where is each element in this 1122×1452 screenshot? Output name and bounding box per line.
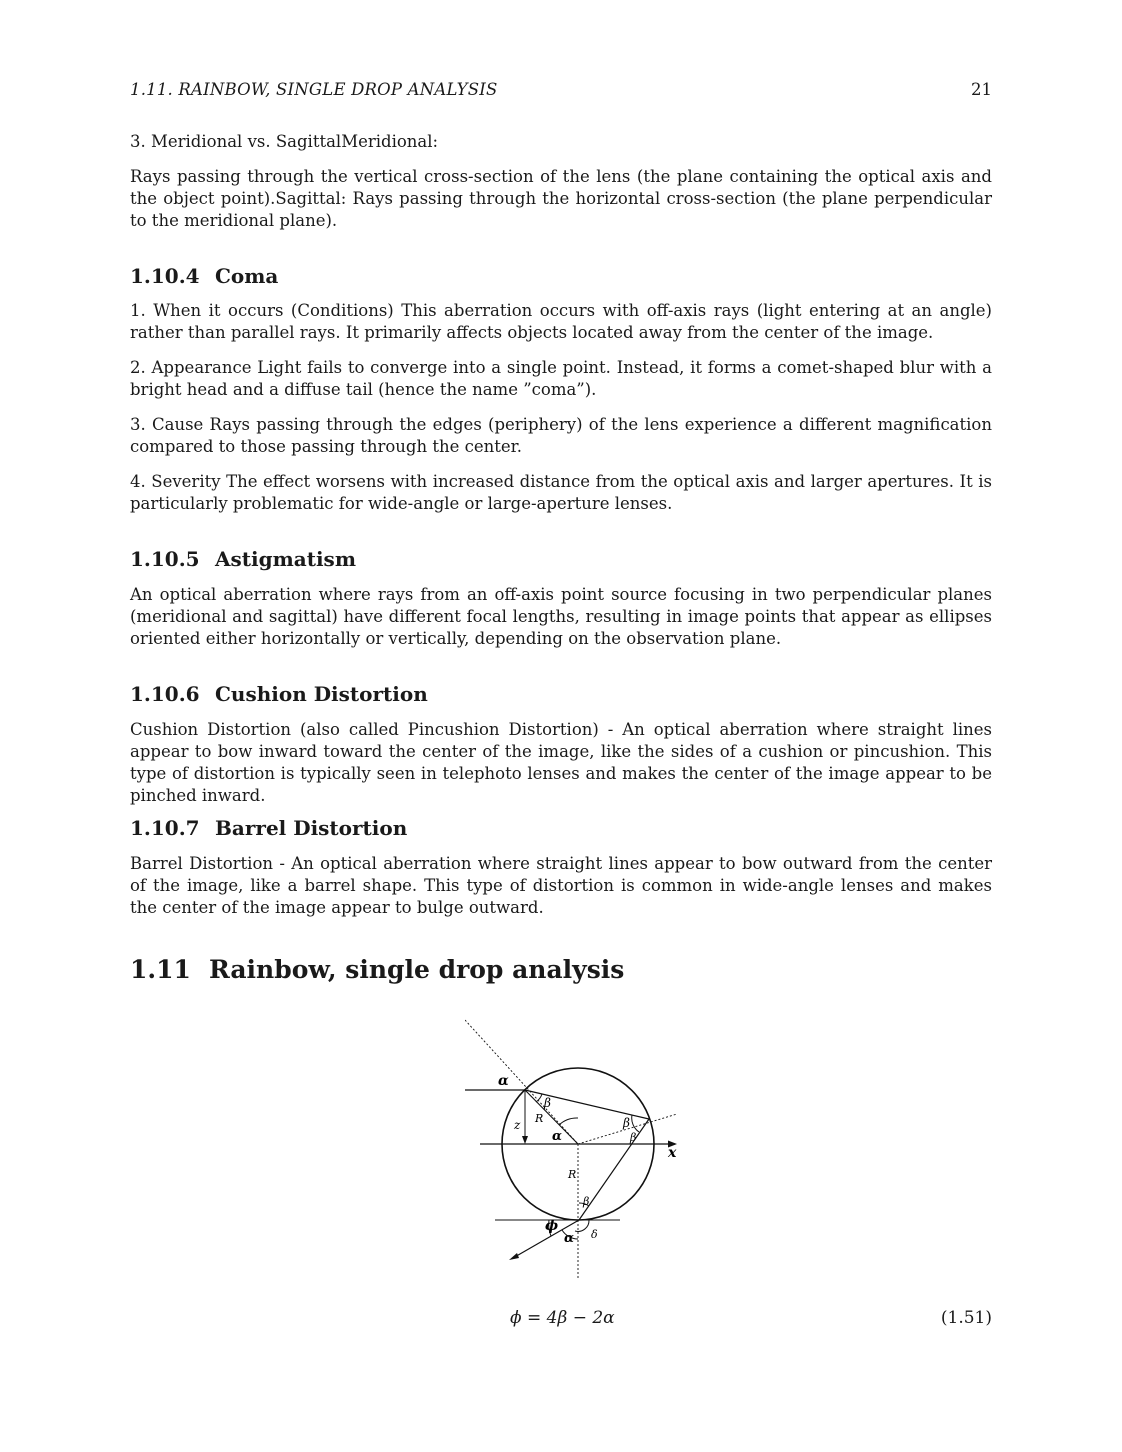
z-arrow-icon [522,1136,528,1144]
section-number: 1.10.5 [130,547,200,571]
running-header [130,79,992,101]
label-delta: δ [591,1228,598,1241]
section-title: Astigmatism [215,547,356,571]
label-x-axis: x [668,1145,677,1161]
astigmatism-paragraph: An optical aberration where rays from an off-axis point source focusing in two perpendicular planes (meridional and sagittal) have different focal lengths, resulting in image points that appear as ellipses oriented either horizontally or vertically, depending on the observation plane. [130,585,992,648]
label-radius-r-lower: R [568,1168,577,1181]
section-number: 1.11 [130,955,191,984]
coma-item-conditions: 1. When it occurs (Conditions) This aberration occurs with off-axis rays (light entering at an angle) rather than parallel rays. It primarily affects objects located away from the center of the image. [130,301,992,342]
section-title: Cushion Distortion [215,682,428,706]
reflected-ray [579,1119,649,1220]
label-phi: ϕ [545,1218,559,1234]
section-title: Coma [215,264,279,288]
meridional-paragraph: Rays passing through the vertical cross-section of the lens (the plane containing the optical axis and the object point).Sagittal: Rays passing through the horizontal cross-section (the plane perpendicular to the meridional plane). [130,167,992,230]
section-number: 1.10.4 [130,264,200,288]
coma-item-appearance: 2. Appearance Light fails to converge into a single point. Instead, it forms a comet-shaped blur with a bright head and a diffuse tail (hence the name ”coma”). [130,358,992,399]
meridional-heading-paragraph: 3. Meridional vs. SagittalMeridional: [130,132,439,151]
label-alpha-incident: α [498,1073,509,1089]
label-beta-entry: β [544,1096,551,1110]
barrel-distortion-paragraph: Barrel Distortion - An optical aberration where straight lines appear to bow outward from the center of the image, like a barrel shape. This type of distortion is common in wide-angle lenses and makes the center of the image appear to bulge outward. [130,854,992,917]
section-number: 1.10.6 [130,682,200,706]
equation-expression: ϕ = 4β − 2α [510,1308,615,1328]
equation-1-51 [130,1305,992,1331]
section-title: Rainbow, single drop analysis [209,955,625,984]
entry-normal-line [465,1020,578,1144]
section-heading-barrel-distortion [130,815,992,841]
page-number: 21 [971,80,992,99]
label-beta-reflection-1: β [623,1116,630,1130]
section-heading-coma [130,263,992,289]
beta-reflection-arc [632,1115,639,1132]
alpha-center-arc [559,1118,578,1125]
equation-number: (1.51) [940,1308,992,1328]
coma-item-cause: 3. Cause Rays passing through the edges (periphery) of the lens experience a different magnification compared to those passing through the center. [130,415,992,456]
rainbow-drop-diagram [465,1015,690,1285]
label-z: z [514,1118,521,1132]
section-heading-cushion-distortion [130,681,992,707]
section-heading-astigmatism [130,546,992,572]
cushion-distortion-paragraph: Cushion Distortion (also called Pincushion Distortion) - An optical aberration where straight lines appear to bow inward toward the center of the image, like the sides of a cushion or pincushion. This type of distortion is typically seen in telephoto lenses and makes the center of the image appear to be pinched inward. [130,720,992,805]
exit-ray-arrow-icon [509,1253,519,1260]
label-radius-r: R [535,1112,544,1125]
label-alpha-exit: α [564,1231,575,1246]
section-number: 1.10.7 [130,816,200,840]
label-beta-reflection-2: β [630,1131,637,1144]
label-alpha-center: α [552,1129,563,1144]
label-beta-exit: β [583,1195,590,1208]
running-header-title: 1.11. RAINBOW, SINGLE DROP ANALYSIS [130,80,498,99]
coma-item-severity: 4. Severity The effect worsens with increased distance from the optical axis and larger apertures. It is particularly problematic for wide-angle or large-aperture lenses. [130,472,992,513]
section-title: Barrel Distortion [215,816,408,840]
section-heading-rainbow [130,954,992,986]
